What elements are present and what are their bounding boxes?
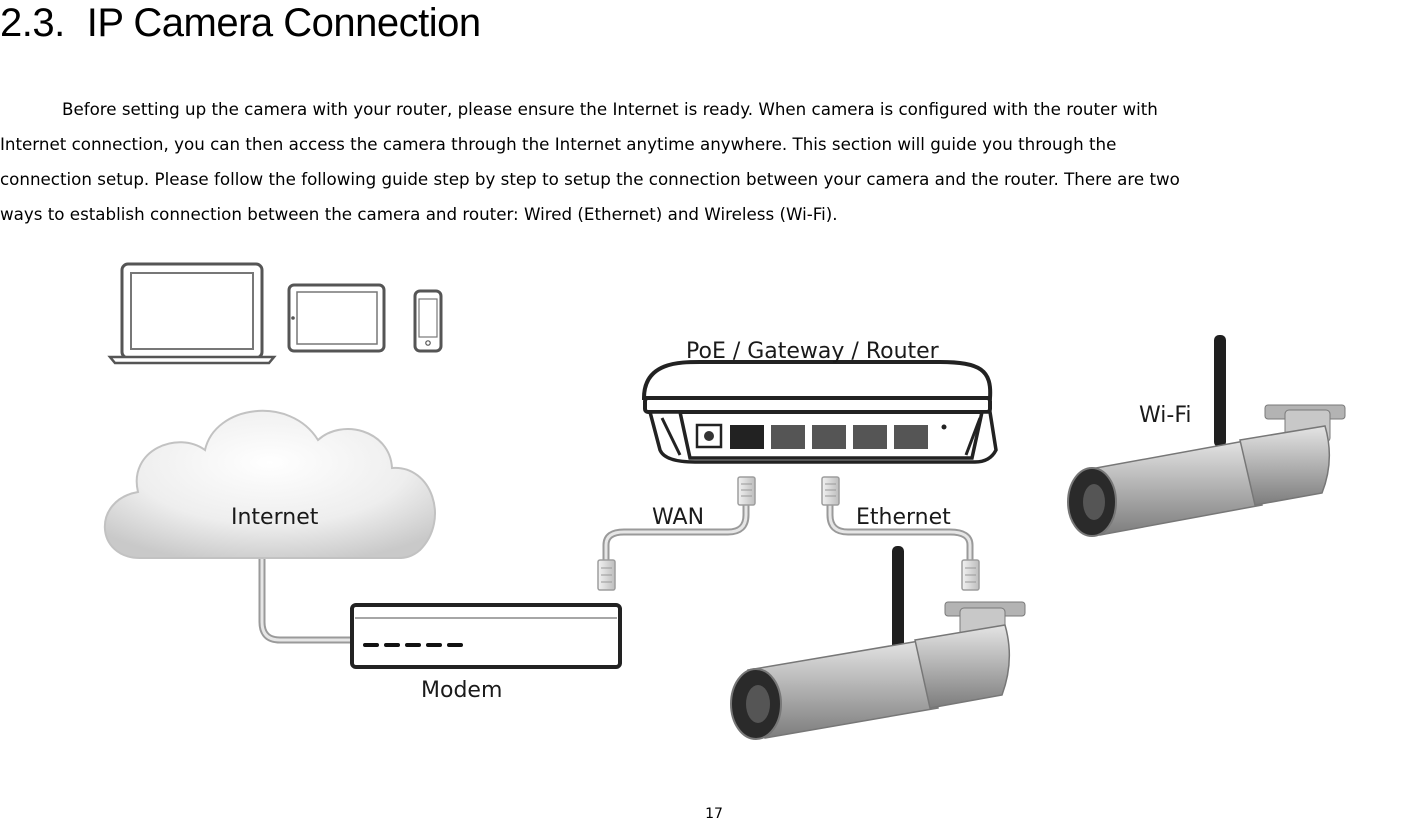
paragraph-line-2: Internet connection, you can then access the camera through the Internet anytime anywhere. This section will guide you through the [0, 134, 1117, 154]
connection-diagram [0, 250, 1428, 770]
modem-label: Modem [421, 678, 503, 703]
ethernet-plug-icon [962, 560, 979, 590]
page-number: 17 [705, 806, 723, 822]
ethernet-plug-icon [738, 477, 755, 505]
wifi-label: Wi-Fi [1139, 403, 1192, 428]
modem-icon [352, 605, 620, 667]
ethernet-camera-icon [731, 546, 1025, 739]
paragraph-line-4: ways to establish connection between the camera and router: Wired (Ethernet) and Wireless (Wi-Fi). [0, 204, 838, 224]
cloud-icon [105, 411, 435, 558]
paragraph-line-3: connection setup. Please follow the following guide step by step to setup the connection between your camera and the router. There are two [0, 169, 1180, 189]
tablet-icon [289, 285, 384, 351]
internet-label: Internet [231, 505, 319, 530]
ethernet-label: Ethernet [856, 505, 951, 530]
router-label: PoE / Gateway / Router [686, 339, 939, 364]
wifi-camera-icon [1068, 335, 1345, 536]
phone-icon [415, 291, 441, 351]
paragraph-line-1: Before setting up the camera with your router, please ensure the Internet is ready. When camera is configured with the router with [62, 99, 1158, 119]
router-icon [644, 362, 996, 462]
ethernet-plug-icon [598, 560, 615, 590]
ethernet-plug-icon [822, 477, 839, 505]
wan-label: WAN [652, 505, 705, 530]
section-number: 2.3. [0, 1, 65, 45]
section-heading [0, 0, 481, 46]
laptop-icon [110, 264, 274, 363]
section-title: IP Camera Connection [86, 1, 481, 45]
